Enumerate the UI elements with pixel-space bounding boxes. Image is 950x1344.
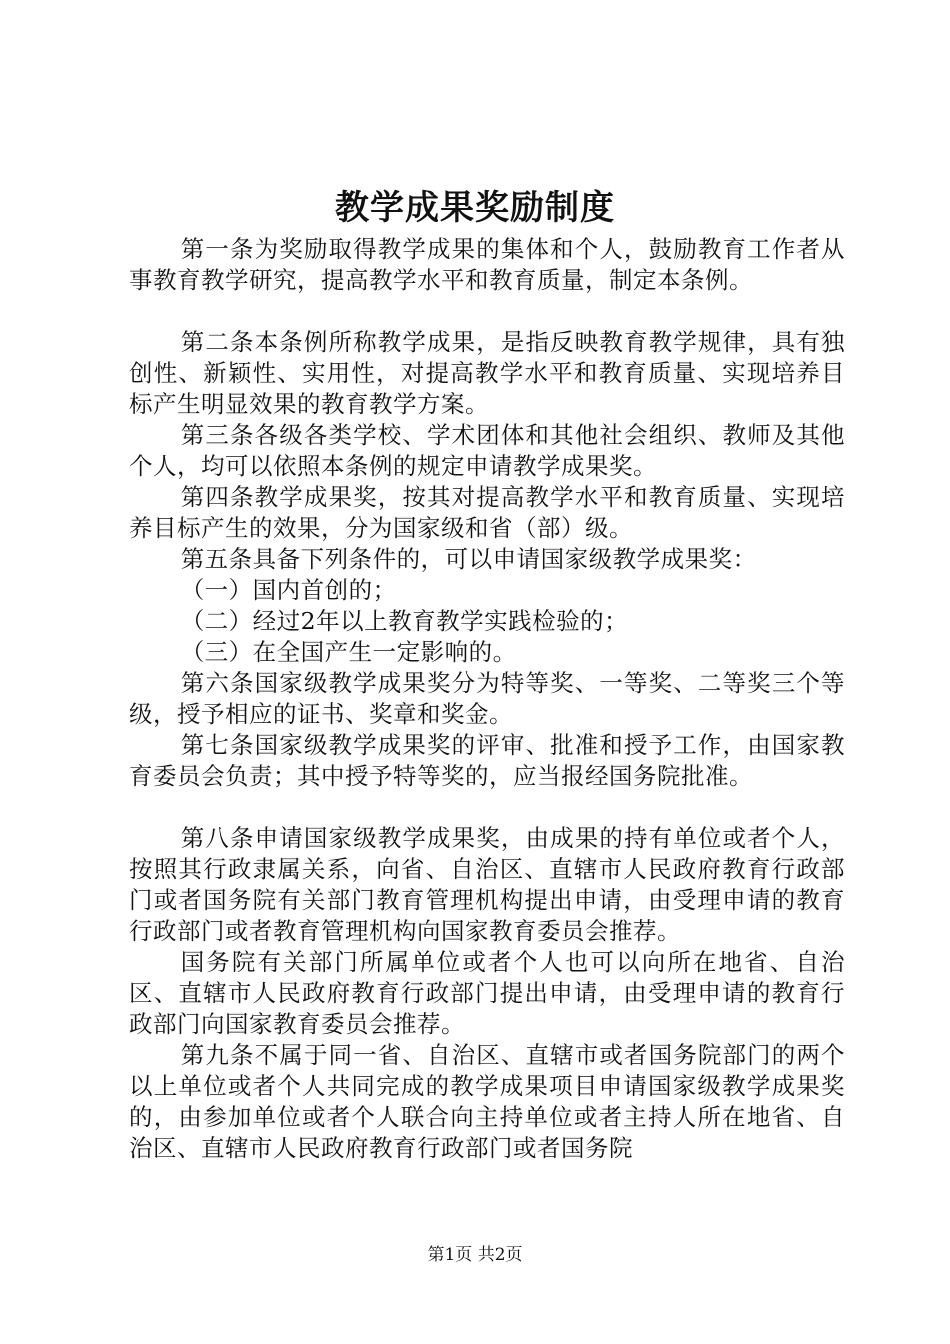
- paragraph-article-8-cont: 国务院有关部门所属单位或者个人也可以向所在地省、自治区、直辖市人民政府教育行政部门提出申请，由受理申请的教育行政部门向国家教育委员会推荐。: [129, 948, 845, 1038]
- list-item-2: （二）经过2年以上教育教学实践检验的；: [180, 607, 629, 635]
- paragraph-article-2: 第二条本条例所称教学成果，是指反映教育教学规律，具有独创性、新颖性、实用性，对提高教学水平和教育质量、实现培养目标产生明显效果的教育教学方案。: [129, 328, 845, 418]
- paragraph-article-6: 第六条国家级教学成果奖分为特等奖、一等奖、二等奖三个等级，授予相应的证书、奖章和奖金。: [129, 669, 845, 728]
- paragraph-gap: [129, 296, 845, 327]
- document-title: 教学成果奖励制度: [335, 188, 615, 228]
- paragraph-article-7: 第七条国家级教学成果奖的评审、批准和授予工作，由国家教育委员会负责；其中授予特等奖的，应当报经国务院批准。: [129, 731, 845, 790]
- page-number: 第1页 共2页: [427, 1245, 523, 1265]
- paragraph-article-9: 第九条不属于同一省、自治区、直辖市或者国务院部门的两个以上单位或者个人共同完成的教学成果项目申请国家级教学成果奖的，由参加单位或者个人联合向主持单位或者主持人所在地省、自治区、直辖市人民政府教育行政部门或者国务院: [129, 1041, 845, 1162]
- paragraph-article-4: 第四条教学成果奖，按其对提高教学水平和教育质量、实现培养目标产生的效果，分为国家级和省（部）级。: [129, 483, 845, 542]
- document-body: [129, 234, 845, 1164]
- list-item-3: （三）在全国产生一定影响的。: [180, 638, 517, 666]
- paragraph-gap: [129, 792, 845, 823]
- paragraph-article-1: 第一条为奖励取得教学成果的集体和个人，鼓励教育工作者从事教育教学研究，提高教学水平和教育质量，制定本条例。: [129, 235, 845, 294]
- list-item-1: （一）国内首创的；: [180, 576, 397, 604]
- paragraph-article-8: 第八条申请国家级教学成果奖，由成果的持有单位或者个人，按照其行政隶属关系，向省、自治区、直辖市人民政府教育行政部门或者国务院有关部门教育管理机构提出申请，由受理申请的教育行政部门或者教育管理机构向国家教育委员会推荐。: [129, 824, 845, 945]
- paragraph-article-5: 第五条具备下列条件的，可以申请国家级教学成果奖：: [180, 545, 757, 573]
- paragraph-article-3: 第三条各级各类学校、学术团体和其他社会组织、教师及其他个人，均可以依照本条例的规定申请教学成果奖。: [129, 421, 845, 480]
